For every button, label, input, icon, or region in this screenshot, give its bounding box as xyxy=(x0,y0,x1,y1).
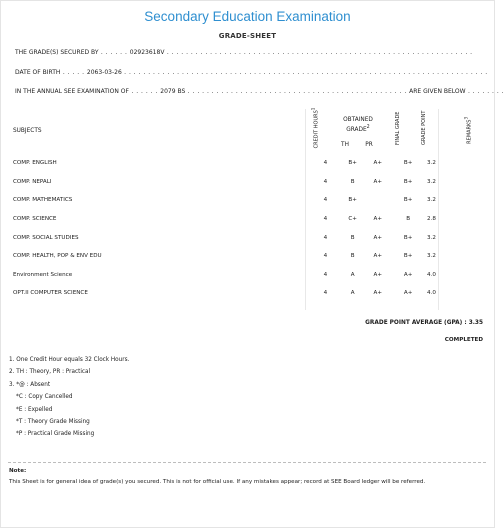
th-grade-cell: B+ xyxy=(348,197,357,204)
notes-list xyxy=(9,354,129,441)
footer-note xyxy=(9,466,483,487)
th-grade-cell: C+ xyxy=(348,216,357,223)
grades-table xyxy=(8,154,448,303)
detail-line-symbol: THE GRADE(S) SECURED BY . . . . . . 02923618V . . . . . . . . . . . . . . . . . . . . . . . . . . . . . . . . . . . . . . . . . . . . . . . . . . . . . . . . . . . . . . . . xyxy=(15,49,473,56)
table-row xyxy=(8,284,448,303)
th-grade-cell: B xyxy=(350,253,355,260)
credit-cell: 4 xyxy=(323,253,328,260)
th-grade-cell: B+ xyxy=(348,160,357,167)
credit-cell: 4 xyxy=(323,290,328,297)
detail-line-exam: IN THE ANNUAL SEE EXAMINATION OF . . . . . . 2079 BS . . . . . . . . . . . . . . . . . . . . . . . . . . . . . . . . . . . . . . . . . . . . . . ARE GIVEN BELOW . . . . . . . . xyxy=(15,88,504,95)
final-grade-cell: B+ xyxy=(403,178,413,185)
final-grade-cell: B+ xyxy=(403,234,413,241)
final-grade-cell: B+ xyxy=(403,253,413,260)
th-grade-cell: B xyxy=(350,178,355,185)
grade-point-cell: 3.2 xyxy=(427,178,436,185)
table-row xyxy=(8,266,448,285)
page-title: Secondary Education Examination xyxy=(144,9,351,24)
grade-point-cell: 3.2 xyxy=(427,197,436,204)
pr-grade-cell: A+ xyxy=(373,160,383,167)
th-grade-cell: B xyxy=(350,234,355,241)
detail-label: THE GRADE(S) SECURED BY xyxy=(15,49,99,56)
detail-line-dob: DATE OF BIRTH . . . . . 2063-03-26 . . . . . . . . . . . . . . . . . . . . . . . . . . . . . . . . . . . . . . . . . . . . . . . . . . . . . . . . . . . . . . . . . . . . . . . . . . . . xyxy=(15,69,488,76)
table-row xyxy=(8,154,448,173)
pr-grade-cell: A+ xyxy=(373,216,383,223)
credit-cell: 4 xyxy=(323,271,328,278)
grade-point-cell: 3.2 xyxy=(427,234,436,241)
credit-cell: 4 xyxy=(323,160,328,167)
gpa-summary xyxy=(365,320,483,326)
pr-header: PR xyxy=(365,142,373,148)
footer-label: Note: xyxy=(9,468,27,474)
page-subtitle: GRADE-SHEET xyxy=(218,32,277,40)
table-row xyxy=(8,247,448,266)
credit-cell: 4 xyxy=(323,234,328,241)
subject-cell: COMP. SOCIAL STUDIES xyxy=(13,234,79,241)
credit-hours-header: CREDIT HOURS$^1$ xyxy=(310,107,320,149)
final-grade-header: FINAL GRADE xyxy=(395,111,401,145)
table-row xyxy=(8,228,448,247)
obtained-grade-header: OBTAINED GRADE$^2$ xyxy=(343,117,373,133)
credit-cell: 4 xyxy=(323,216,328,223)
note-item: *C : Copy Cancelled xyxy=(16,394,73,401)
note-item: *P : Practical Grade Missing xyxy=(16,431,95,438)
final-grade-cell: B xyxy=(406,216,411,223)
note-item: 1. One Credit Hour equals 32 Clock Hours. xyxy=(9,357,130,363)
final-grade-cell: A+ xyxy=(403,290,413,297)
pr-grade-cell: A+ xyxy=(373,253,383,260)
table-row xyxy=(8,173,448,192)
status-badge: COMPLETED xyxy=(444,337,483,343)
grade-point-cell: 3.2 xyxy=(427,160,436,167)
final-grade-cell: A+ xyxy=(403,271,413,278)
final-grade-cell: B+ xyxy=(403,160,413,167)
exam-year-value: 2079 BS xyxy=(160,88,186,95)
subjects-header: SUBJECTS xyxy=(13,128,42,134)
grade-point-cell: 4.0 xyxy=(427,271,436,278)
table-row xyxy=(8,210,448,229)
note-item: *T : Theory Grade Missing xyxy=(16,419,90,426)
pr-grade-cell xyxy=(366,191,389,210)
th-header: TH xyxy=(341,142,349,148)
note-item: 3. *@ : Absent xyxy=(9,381,51,388)
detail-label: IN THE ANNUAL SEE EXAMINATION OF xyxy=(15,88,129,95)
th-grade-cell: A xyxy=(350,290,355,297)
pr-grade-cell: A+ xyxy=(373,290,383,297)
credit-cell: 4 xyxy=(323,178,328,185)
remarks-header: REMARKS$^3$ xyxy=(463,116,473,144)
pr-grade-cell: A+ xyxy=(373,271,383,278)
th-grade-cell: A xyxy=(350,271,355,278)
subject-cell: COMP. MATHEMATICS xyxy=(13,197,73,204)
note-item: 2. TH : Theory, PR : Practical xyxy=(9,369,91,376)
subject-cell: COMP. ENGLISH xyxy=(13,160,57,167)
pr-grade-cell: A+ xyxy=(373,234,383,241)
grade-point-cell: 2.8 xyxy=(427,216,436,223)
grade-point-cell: 3.2 xyxy=(427,253,436,260)
grade-point-cell: 4.0 xyxy=(427,290,436,297)
grade-point-header: GRADE POINT xyxy=(421,110,427,145)
detail-tail: ARE GIVEN BELOW xyxy=(409,88,466,95)
note-item: *E : Expelled xyxy=(16,406,53,413)
subject-cell: COMP. NEPALI xyxy=(13,178,52,185)
gpa-value: 3.35 xyxy=(468,320,483,326)
footer-text: This Sheet is for general idea of grade(s) you secured. This is not for official use. If any mistakes appear; record at SEE Board ledger will be referred. xyxy=(9,478,426,485)
dob-value: 2063-03-26 xyxy=(86,69,122,76)
subject-cell: COMP. HEALTH, POP & ENV EDU xyxy=(13,253,102,260)
divider xyxy=(8,462,486,463)
gpa-label: GRADE POINT AVERAGE (GPA) : xyxy=(365,320,467,326)
table-row xyxy=(8,191,448,210)
final-grade-cell: B+ xyxy=(403,197,413,204)
credit-cell: 4 xyxy=(323,197,328,204)
subject-cell: OPT.II COMPUTER SCIENCE xyxy=(13,290,88,297)
subject-cell: COMP. SCIENCE xyxy=(13,216,57,223)
pr-grade-cell: A+ xyxy=(373,178,383,185)
detail-label: DATE OF BIRTH xyxy=(15,69,61,76)
symbol-number-value: 02923618V xyxy=(129,49,165,56)
subject-cell: Environment Science xyxy=(13,271,73,278)
